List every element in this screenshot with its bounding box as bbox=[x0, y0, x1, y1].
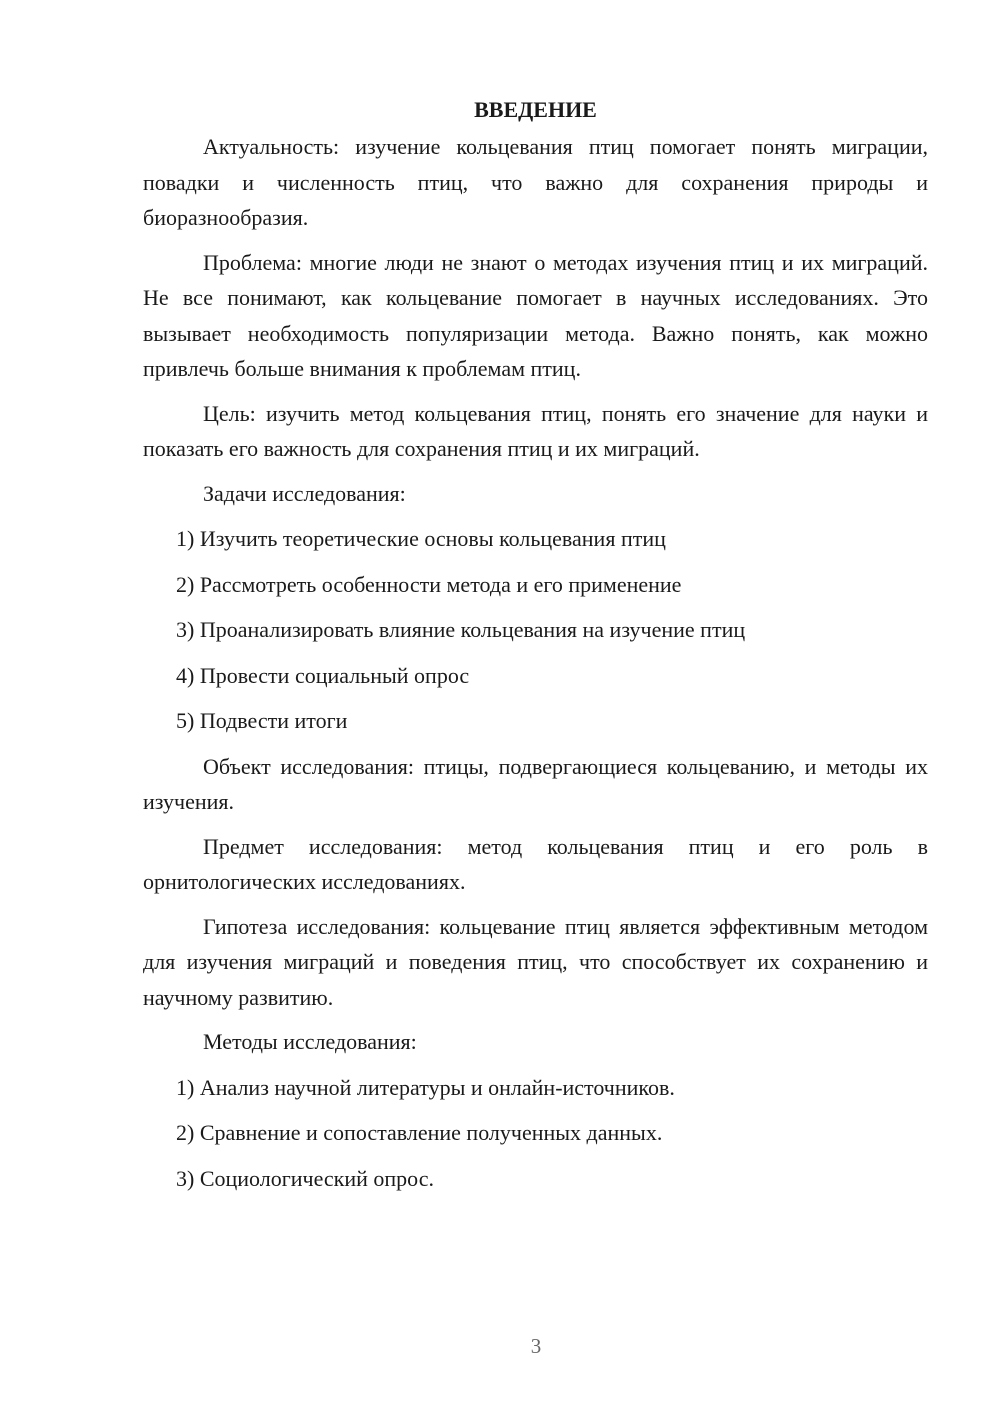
problem-paragraph: Проблема: многие люди не знают о методах изучения птиц и их миграций. Не все понимают, как кольцевание помогает в научных исследованиях. Это вызывает необходимость популяризации метода. Важно понять, как можно привлечь больше внимания к проблемам птиц. bbox=[143, 249, 928, 381]
hypothesis-paragraph: Гипотеза исследования: кольцевание птиц является эффективным методом для изучения миграций и поведения птиц, что способствует их сохранению и научному развитию. bbox=[143, 913, 928, 1010]
tasks-list bbox=[143, 521, 928, 739]
tasks-label: Задачи исследования: bbox=[203, 480, 406, 506]
goal-paragraph: Цель: изучить метод кольцевания птиц, понять его значение для науки и показать его важность для сохранения птиц и их миграций. bbox=[143, 400, 928, 461]
list-item: 4) Провести социальный опрос bbox=[176, 662, 470, 688]
list-item: 3) Социологический опрос. bbox=[176, 1165, 434, 1191]
list-item: 1) Анализ научной литературы и онлайн-источников. bbox=[176, 1074, 675, 1100]
subject-paragraph: Предмет исследования: метод кольцевания птиц и его роль в орнитологических исследованиях. bbox=[143, 833, 928, 894]
page-number: 3 bbox=[530, 1334, 542, 1358]
methods-list bbox=[143, 1070, 928, 1197]
list-item: 2) Рассмотреть особенности метода и его применение bbox=[176, 571, 682, 597]
list-item: 5) Подвести итоги bbox=[176, 708, 348, 733]
methods-label: Методы исследования: bbox=[203, 1029, 417, 1054]
document-page bbox=[143, 92, 928, 1206]
object-paragraph: Объект исследования: птицы, подвергающиеся кольцеванию, и методы их изучения. bbox=[143, 753, 928, 814]
list-item: 3) Проанализировать влияние кольцевания на изучение птиц bbox=[176, 617, 746, 642]
page-title: ВВЕДЕНИЕ bbox=[474, 97, 597, 122]
relevance-paragraph: Актуальность: изучение кольцевания птиц помогает понять миграции, повадки и численность птиц, что важно для сохранения природы и биоразнообразия. bbox=[143, 134, 928, 230]
list-item: 2) Сравнение и сопоставление полученных данных. bbox=[176, 1120, 663, 1145]
list-item: 1) Изучить теоретические основы кольцевания птиц bbox=[176, 526, 666, 551]
